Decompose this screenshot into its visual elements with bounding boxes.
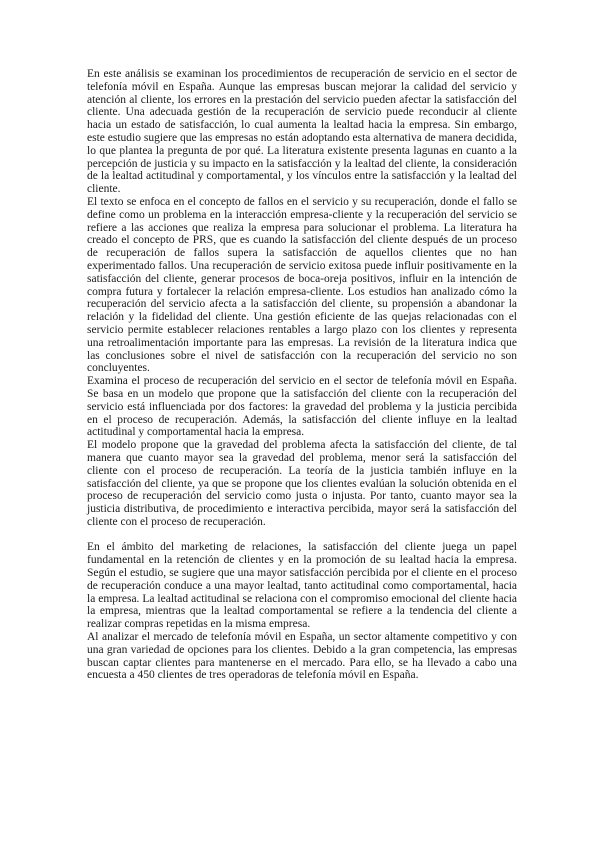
paragraph-relationship-marketing: En el ámbito del marketing de relaciones, la satisfacción del cliente juega un papel fundamental en la retención de clientes y en la promoción de su lealtad hacia la empresa. Según el estudio, se sugiere que una mayor satisfacción percibida por el cliente en el proceso de recuperación conduce a una mayor lealtad, tanto actitudinal como comportamental, hacia la empresa. La lealtad actitudinal se relaciona con el compromiso emocional del cliente hacia la empresa, mientras que la lealtad comportamental se refiere a la tendencia del cliente a realizar compras repetidas en la misma empresa. (87, 541, 517, 631)
paragraph-service-failure: El texto se enfoca en el concepto de fallos en el servicio y su recuperación, donde el fallo se define como un problema en la interacción empresa-cliente y la recuperación del servicio se refiere a las acciones que realiza la empresa para solucionar el problema. La literatura ha creado el concepto de PRS, que es cuando la satisfacción del cliente después de un proceso de recuperación de fallos supera la satisfacción de aquellos clientes que no han experimentado fallos. Una recuperación de servicio exitosa puede influir positivamente en la satisfacción del cliente, generar procesos de boca-oreja positivos, influir en la intención de compra futura y fortalecer la relación empresa-cliente. Los estudios han analizado cómo la recuperación del servicio afecta a la satisfacción del cliente, su propensión a abandonar la relación y la fidelidad del cliente. Una gestión eficiente de las quejas relacionadas con el servicio permite establecer relaciones rentables a largo plazo con los clientes y representa una retroalimentación importante para las empresas. La revisión de la literatura indica que las conclusiones sobre el nivel de satisfacción con la recuperación del servicio no son concluyentes. (87, 195, 517, 375)
paragraph-mobile-market: Al analizar el mercado de telefonía móvil en España, un sector altamente competitivo y con una gran variedad de opciones para los clientes. Debido a la gran competencia, las empresas buscan captar clientes para mantenerse en el mercado. Para ello, se ha llevado a cabo una encuesta a 450 clientes de tres operadoras de telefonía móvil en España. (87, 631, 517, 682)
paragraph-intro: En este análisis se examinan los procedimientos de recuperación de servicio en el sector de telefonía móvil en España. Aunque las empresas buscan mejorar la calidad del servicio y atención al cliente, los errores en la prestación del servicio pueden afectar la satisfacción del cliente. Una adecuada gestión de la recuperación de servicio puede reconducir al cliente hacia un estado de satisfacción, lo cual aumenta la lealtad hacia la empresa. Sin embargo, este estudio sugiere que las empresas no están adoptando esta alternativa de manera decidida, lo que plantea la pregunta de por qué. La literatura existente presenta lagunas en cuanto a la percepción de justicia y su impacto en la satisfacción y la lealtad del cliente, la consideración de la lealtad actitudinal y comportamental, y los vínculos entre la satisfacción y la lealtad del cliente. (87, 68, 517, 196)
document-body (87, 68, 517, 682)
paragraph-model: El modelo propone que la gravedad del problema afecta la satisfacción del cliente, de tal manera que cuanto mayor sea la gravedad del problema, menor será la satisfacción del cliente con el proceso de recuperación. La teoría de la justicia también influye en la satisfacción del cliente, ya que se propone que los clientes evalúan la solución obtenida en el proceso de recuperación del servicio como justa o injusta. Por tanto, cuanto mayor sea la justicia distributiva, de procedimiento e interactiva percibida, mayor será la satisfacción del cliente con el proceso de recuperación. (87, 439, 517, 528)
paragraph-spacer (87, 529, 517, 542)
paragraph-recovery-process: Examina el proceso de recuperación del servicio en el sector de telefonía móvil en España. Se basa en un modelo que propone que la satisfacción del cliente con la recuperación del servicio está influenciada por dos factores: la gravedad del problema y la justicia percibida en el proceso de recuperación. Además, la satisfacción del cliente influye en la lealtad actitudinal y comportamental hacia la empresa. (87, 375, 517, 439)
